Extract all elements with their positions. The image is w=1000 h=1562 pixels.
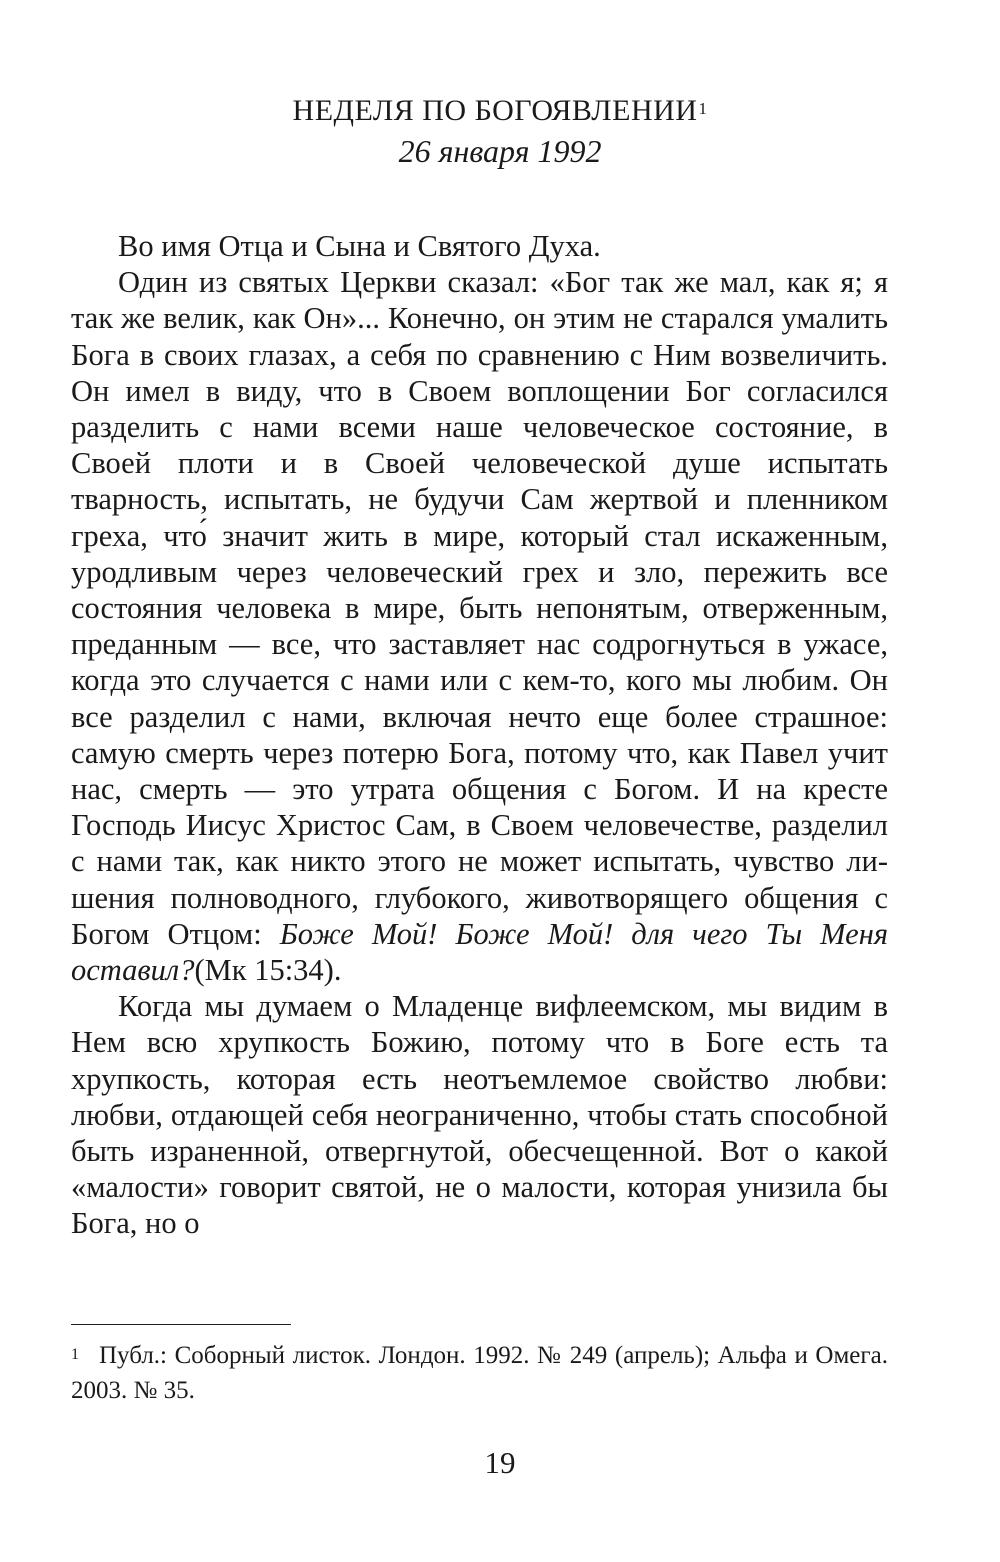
- footnote: [71, 1338, 888, 1408]
- scripture-reference: (Мк 15:34).: [194, 953, 342, 988]
- chapter-title: [0, 92, 1000, 130]
- chapter-date: 26 января 1992: [398, 133, 602, 169]
- body-text: [71, 228, 888, 1242]
- page-number: 19: [484, 1445, 516, 1480]
- paragraph-fragility: Когда мы думаем о Младенце вифлеемском, мы видим в Нем всю хрупкость Божию, потому что в Боге есть та хрупкость, которая есть неотъемлемое свойство любви: любви, отдающей себя неограниченно, чтобы стать способной быть израненной, отвергнутой, обесчещенной. Вот о какой «малости» говорит святой, не о малости, которая унизила бы Бога, но о: [71, 989, 888, 1241]
- footnote-divider: [71, 1324, 291, 1325]
- paragraph-invocation: Во имя Отца и Сына и Святого Духа.: [118, 229, 601, 263]
- footnote-text: Публ.: Соборный листок. Лондон. 1992. № 249 (апрель); Альфа и Омега. 2003. № 35.: [71, 1342, 888, 1404]
- paragraph-main-text: Один из святых Церкви сказал: «Бог так же мал, как я; я так же велик, как Он»... Конечно, он этим не старался умалить Бога в своих глазах, а себя по сравнению с Ним возвеличить. Он имел в виду, что в Своем воплощении Бог согласился разделить с нами всеми наше человеческое состояние, в Своей плоти и в Своей человеческой душе испытать тварность, испытать, не будучи Сам жертвой и пленником греха, что́ значит жить в мире, который стал искаженным, уродливым через человеческий грех и зло, пережить все состояния человека в мире, быть непонятым, отверженным, преданным — все, что заставляет нас содрогнуться в ужасе, когда это случается с нами или с кем-то, кого мы любим. Он все разделил с нами, включая нечто еще более страшное: самую смерть через потерю Бога, потому что, как Павел учит нас, смерть — это утрата общения с Богом. И на кресте Господь Иисус Христос Сам, в Своем человечестве, разделил с нами так, как никто этого не может испытать, чувство лишения полноводного, глубокого, животворящего общения с Богом Отцом:: [71, 265, 888, 951]
- footnote-marker: 1: [698, 99, 708, 118]
- chapter-title-text: НЕДЕЛЯ ПО БОГОЯВЛЕНИИ: [292, 94, 698, 127]
- scripture-quote: Боже Мой! Боже Мой! для чего Ты Меня оставил?: [71, 916, 889, 988]
- paragraph-main: [71, 264, 888, 988]
- footnote-number: 1: [71, 1346, 79, 1363]
